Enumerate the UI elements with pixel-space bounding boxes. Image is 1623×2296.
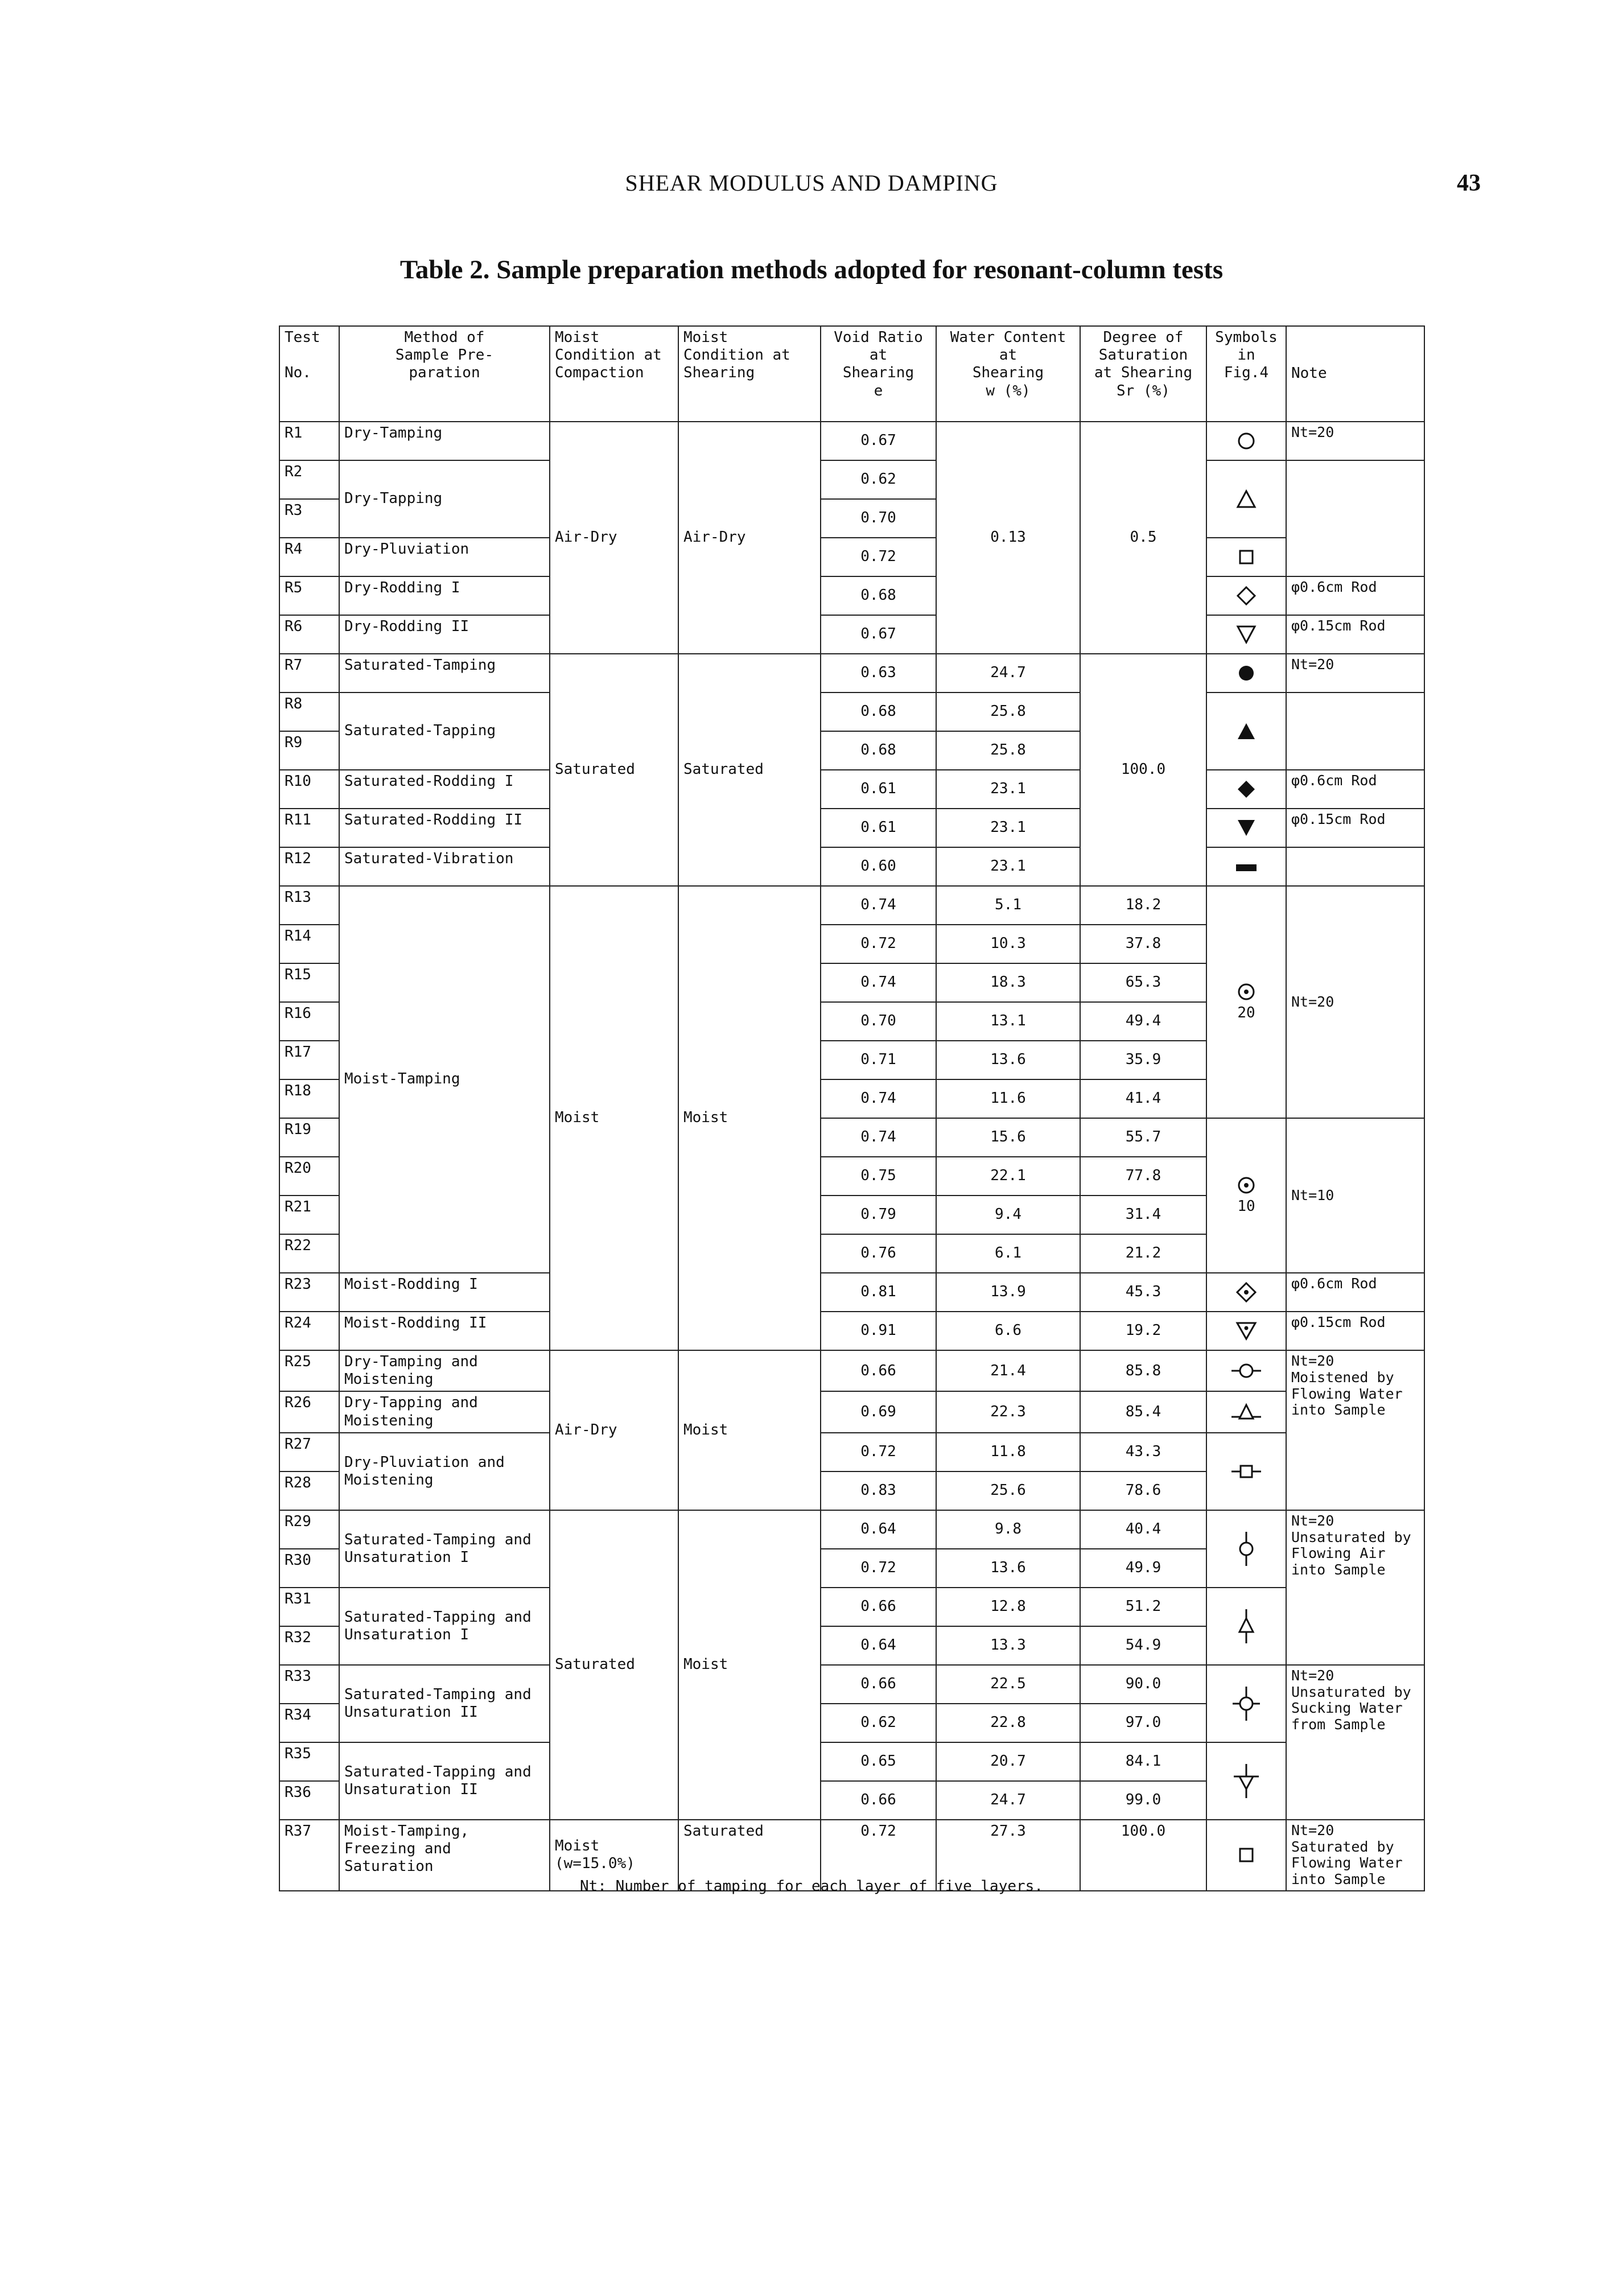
- saturation: 65.3: [1080, 963, 1206, 1002]
- table-row: [279, 422, 1424, 460]
- note-cell: Nt=20 Unsaturated by Flowing Air into Sample: [1286, 1510, 1424, 1665]
- saturation: 18.2: [1080, 886, 1206, 925]
- test-no: R25: [279, 1350, 339, 1391]
- test-no: R1: [279, 422, 339, 460]
- void-ratio: 0.81: [821, 1273, 936, 1312]
- table-row: [279, 1510, 1424, 1549]
- void-ratio: 0.61: [821, 809, 936, 847]
- note-cell: Nt=20 Saturated by Flowing Water into Sample: [1286, 1820, 1424, 1891]
- method-cell: Moist-Tamping: [339, 886, 550, 1273]
- running-head: SHEAR MODULUS AND DAMPING: [625, 170, 998, 196]
- water-content: 22.3: [936, 1391, 1080, 1432]
- water-content: 21.4: [936, 1350, 1080, 1391]
- void-ratio: 0.74: [821, 1118, 936, 1157]
- water-content: 25.8: [936, 692, 1080, 731]
- method-cell: Saturated-Tapping and Unsaturation I: [339, 1588, 550, 1665]
- compaction-condition: Air-Dry: [550, 1350, 678, 1510]
- void-ratio: 0.70: [821, 1002, 936, 1041]
- compaction-condition: Air-Dry: [550, 422, 678, 654]
- method-cell: Saturated-Tapping and Unsaturation II: [339, 1742, 550, 1820]
- water-content: 25.6: [936, 1471, 1080, 1510]
- void-ratio: 0.67: [821, 615, 936, 654]
- water-content: 13.9: [936, 1273, 1080, 1312]
- water-content: 22.8: [936, 1704, 1080, 1742]
- water-content: 23.1: [936, 770, 1080, 809]
- method-cell: Saturated-Rodding I: [339, 770, 550, 809]
- void-ratio: 0.72: [821, 925, 936, 963]
- test-no: R33: [279, 1665, 339, 1704]
- method-cell: Saturated-Vibration: [339, 847, 550, 886]
- inverted-triangle-cross-stem-symbol-icon: [1206, 1742, 1286, 1820]
- void-ratio: 0.66: [821, 1588, 936, 1626]
- saturation: 43.3: [1080, 1433, 1206, 1471]
- void-ratio: 0.70: [821, 499, 936, 538]
- filled-inverted-triangle-symbol-icon: [1206, 809, 1286, 847]
- method-cell: Dry-Pluviation: [339, 538, 550, 576]
- shearing-condition: Moist: [678, 886, 821, 1350]
- dotted-inverted-triangle-symbol-icon: [1206, 1312, 1286, 1350]
- test-no: R21: [279, 1196, 339, 1234]
- circle-cross-stem-symbol-icon: [1206, 1665, 1286, 1742]
- water-content: 11.8: [936, 1433, 1080, 1471]
- void-ratio: 0.72: [821, 538, 936, 576]
- open-circle-symbol-icon: [1206, 422, 1286, 460]
- saturation: 41.4: [1080, 1079, 1206, 1118]
- table-row: [279, 770, 1424, 809]
- saturation: 55.7: [1080, 1118, 1206, 1157]
- saturation: 49.4: [1080, 1002, 1206, 1041]
- test-no: R37: [279, 1820, 339, 1891]
- void-ratio: 0.67: [821, 422, 936, 460]
- void-ratio: 0.69: [821, 1391, 936, 1432]
- test-no: R32: [279, 1626, 339, 1665]
- water-content: 25.8: [936, 731, 1080, 770]
- saturation: 19.2: [1080, 1312, 1206, 1350]
- method-cell: Saturated-Tamping and Unsaturation I: [339, 1510, 550, 1588]
- filled-triangle-symbol-icon: [1206, 692, 1286, 770]
- test-no: R34: [279, 1704, 339, 1742]
- void-ratio: 0.72: [821, 1820, 936, 1891]
- void-ratio: 0.62: [821, 460, 936, 499]
- void-ratio: 0.72: [821, 1433, 936, 1471]
- saturation: 85.4: [1080, 1391, 1206, 1432]
- test-no: R19: [279, 1118, 339, 1157]
- method-cell: Saturated-Tamping: [339, 654, 550, 692]
- water-content: 15.6: [936, 1118, 1080, 1157]
- water-content: 11.6: [936, 1079, 1080, 1118]
- circle-horizontal-stem-symbol-icon: [1206, 1350, 1286, 1391]
- void-ratio: 0.62: [821, 1704, 936, 1742]
- saturation: 49.9: [1080, 1549, 1206, 1588]
- method-cell: Saturated-Tapping: [339, 692, 550, 770]
- void-ratio: 0.68: [821, 692, 936, 731]
- shearing-condition: Air-Dry: [678, 422, 821, 654]
- table-row: [279, 809, 1424, 847]
- table-row: [279, 692, 1424, 731]
- water-content: 23.1: [936, 847, 1080, 886]
- sample-preparation-table: [279, 325, 1425, 1891]
- table-row: [279, 615, 1424, 654]
- header-symbols: Symbols in Fig.4: [1206, 326, 1286, 422]
- header-note: Note: [1286, 326, 1424, 422]
- test-no: R12: [279, 847, 339, 886]
- open-triangle-symbol-icon: [1206, 460, 1286, 538]
- void-ratio: 0.63: [821, 654, 936, 692]
- void-ratio: 0.71: [821, 1041, 936, 1079]
- test-no: R15: [279, 963, 339, 1002]
- test-no: R36: [279, 1781, 339, 1820]
- test-no: R24: [279, 1312, 339, 1350]
- test-no: R14: [279, 925, 339, 963]
- test-no: R16: [279, 1002, 339, 1041]
- compaction-condition: Moist: [550, 886, 678, 1350]
- method-cell: Moist-Rodding I: [339, 1273, 550, 1312]
- note-cell: φ0.15cm Rod: [1286, 809, 1424, 847]
- test-no: R2: [279, 460, 339, 499]
- method-cell: Dry-Tapping and Moistening: [339, 1391, 550, 1432]
- method-cell: Saturated-Rodding II: [339, 809, 550, 847]
- saturation: 31.4: [1080, 1196, 1206, 1234]
- shearing-condition: Moist: [678, 1510, 821, 1820]
- note-cell: [1286, 460, 1424, 576]
- open-inverted-triangle-symbol-icon: [1206, 615, 1286, 654]
- shearing-condition: Saturated: [678, 1820, 821, 1891]
- test-no: R4: [279, 538, 339, 576]
- water-content: 9.8: [936, 1510, 1080, 1549]
- saturation: 84.1: [1080, 1742, 1206, 1781]
- saturation: 51.2: [1080, 1588, 1206, 1626]
- method-cell: Saturated-Tamping and Unsaturation II: [339, 1665, 550, 1742]
- water-content: 13.3: [936, 1626, 1080, 1665]
- void-ratio: 0.64: [821, 1626, 936, 1665]
- shearing-condition: Moist: [678, 1350, 821, 1510]
- method-cell: Moist-Tamping, Freezing and Saturation: [339, 1820, 550, 1891]
- test-no: R11: [279, 809, 339, 847]
- test-no: R29: [279, 1510, 339, 1549]
- water-content: 24.7: [936, 654, 1080, 692]
- void-ratio: 0.64: [821, 1510, 936, 1549]
- table-row: [279, 1391, 1424, 1432]
- compaction-condition: Saturated: [550, 654, 678, 886]
- water-content: 0.13: [936, 422, 1080, 654]
- water-content: 22.5: [936, 1665, 1080, 1704]
- filled-bar-symbol-icon: [1206, 847, 1286, 886]
- saturation: 97.0: [1080, 1704, 1206, 1742]
- test-no: R10: [279, 770, 339, 809]
- void-ratio: 0.65: [821, 1742, 936, 1781]
- void-ratio: 0.68: [821, 576, 936, 615]
- method-cell: Dry-Tamping: [339, 422, 550, 460]
- test-no: R23: [279, 1273, 339, 1312]
- table-row: [279, 576, 1424, 615]
- void-ratio: 0.79: [821, 1196, 936, 1234]
- void-ratio: 0.75: [821, 1157, 936, 1196]
- header-test-no: Test No.: [279, 326, 339, 422]
- test-no: R20: [279, 1157, 339, 1196]
- saturation: 37.8: [1080, 925, 1206, 963]
- table-row: [279, 886, 1424, 925]
- method-cell: Moist-Rodding II: [339, 1312, 550, 1350]
- test-no: R9: [279, 731, 339, 770]
- water-content: 18.3: [936, 963, 1080, 1002]
- header-row: [279, 326, 1424, 422]
- header-method: Method of Sample Pre- paration: [339, 326, 550, 422]
- water-content: 22.1: [936, 1157, 1080, 1196]
- void-ratio: 0.91: [821, 1312, 936, 1350]
- test-no: R22: [279, 1234, 339, 1273]
- triangle-vertical-stem-symbol-icon: [1206, 1588, 1286, 1665]
- test-no: R3: [279, 499, 339, 538]
- saturation: 90.0: [1080, 1665, 1206, 1704]
- dotted-circle-symbol-icon: [1206, 1118, 1286, 1273]
- test-no: R30: [279, 1549, 339, 1588]
- void-ratio: 0.74: [821, 1079, 936, 1118]
- header-void-ratio: Void Ratio at Shearing e: [821, 326, 936, 422]
- test-no: R26: [279, 1391, 339, 1432]
- saturation: 40.4: [1080, 1510, 1206, 1549]
- saturation: 85.8: [1080, 1350, 1206, 1391]
- saturation: 45.3: [1080, 1273, 1206, 1312]
- note-cell: [1286, 692, 1424, 770]
- test-no: R6: [279, 615, 339, 654]
- void-ratio: 0.83: [821, 1471, 936, 1510]
- test-no: R18: [279, 1079, 339, 1118]
- circle-vertical-stem-symbol-icon: [1206, 1510, 1286, 1588]
- test-no: R31: [279, 1588, 339, 1626]
- water-content: 23.1: [936, 809, 1080, 847]
- water-content: 12.8: [936, 1588, 1080, 1626]
- void-ratio: 0.74: [821, 963, 936, 1002]
- saturation: 21.2: [1080, 1234, 1206, 1273]
- note-cell: φ0.15cm Rod: [1286, 615, 1424, 654]
- method-cell: Dry-Rodding II: [339, 615, 550, 654]
- open-diamond-symbol-icon: [1206, 576, 1286, 615]
- saturation: 54.9: [1080, 1626, 1206, 1665]
- water-content: 6.6: [936, 1312, 1080, 1350]
- method-cell: Dry-Rodding I: [339, 576, 550, 615]
- note-cell: φ0.6cm Rod: [1286, 770, 1424, 809]
- compaction-condition: Moist (w=15.0%): [550, 1820, 678, 1891]
- test-no: R35: [279, 1742, 339, 1781]
- header-saturation: Degree of Saturation at Shearing Sr (%): [1080, 326, 1206, 422]
- table-row: [279, 1665, 1424, 1704]
- note-cell: Nt=20: [1286, 422, 1424, 460]
- note-cell: Nt=20: [1286, 886, 1424, 1118]
- water-content: 24.7: [936, 1781, 1080, 1820]
- saturation: 0.5: [1080, 422, 1206, 654]
- void-ratio: 0.74: [821, 886, 936, 925]
- saturation: 99.0: [1080, 1781, 1206, 1820]
- test-no: R17: [279, 1041, 339, 1079]
- table-row: [279, 1312, 1424, 1350]
- symbol-label: 20: [1237, 1004, 1255, 1022]
- note-cell: φ0.6cm Rod: [1286, 576, 1424, 615]
- void-ratio: 0.61: [821, 770, 936, 809]
- dotted-circle-symbol-icon: [1206, 886, 1286, 1118]
- table-caption: Table 2. Sample preparation methods adopted for resonant-column tests: [399, 255, 1224, 285]
- table-row: [279, 460, 1424, 499]
- table-row: [279, 1588, 1424, 1626]
- note-cell: Nt=20: [1286, 654, 1424, 692]
- water-content: 27.3: [936, 1820, 1080, 1891]
- note-cell: Nt=20 Moistened by Flowing Water into Sample: [1286, 1350, 1424, 1510]
- table-row: [279, 1742, 1424, 1781]
- void-ratio: 0.60: [821, 847, 936, 886]
- note-cell: Nt=10: [1286, 1118, 1424, 1273]
- dotted-diamond-symbol-icon: [1206, 1273, 1286, 1312]
- note-cell: Nt=20 Unsaturated by Sucking Water from Sample: [1286, 1665, 1424, 1820]
- saturation: 100.0: [1080, 654, 1206, 886]
- saturation: 100.0: [1080, 1820, 1206, 1891]
- header-moist-shearing: Moist Condition at Shearing: [678, 326, 821, 422]
- test-no: R28: [279, 1471, 339, 1510]
- water-content: 13.6: [936, 1041, 1080, 1079]
- water-content: 13.1: [936, 1002, 1080, 1041]
- saturation: 78.6: [1080, 1471, 1206, 1510]
- water-content: 13.6: [936, 1549, 1080, 1588]
- test-no: R5: [279, 576, 339, 615]
- header-water-content: Water Content at Shearing w (%): [936, 326, 1080, 422]
- void-ratio: 0.68: [821, 731, 936, 770]
- table-row: [279, 1433, 1424, 1471]
- method-cell: Dry-Tapping: [339, 460, 550, 538]
- table-row: [279, 654, 1424, 692]
- water-content: 6.1: [936, 1234, 1080, 1273]
- void-ratio: 0.66: [821, 1665, 936, 1704]
- filled-diamond-symbol-icon: [1206, 770, 1286, 809]
- void-ratio: 0.76: [821, 1234, 936, 1273]
- water-content: 20.7: [936, 1742, 1080, 1781]
- filled-circle-symbol-icon: [1206, 654, 1286, 692]
- test-no: R7: [279, 654, 339, 692]
- square-horizontal-stem-symbol-icon: [1206, 1433, 1286, 1510]
- void-ratio: 0.72: [821, 1549, 936, 1588]
- test-no: R8: [279, 692, 339, 731]
- symbol-label: 10: [1237, 1198, 1255, 1215]
- table-row: [279, 847, 1424, 886]
- test-no: R27: [279, 1433, 339, 1471]
- shearing-condition: Saturated: [678, 654, 821, 886]
- void-ratio: 0.66: [821, 1781, 936, 1820]
- header-moist-compaction: Moist Condition at Compaction: [550, 326, 678, 422]
- void-ratio: 0.66: [821, 1350, 936, 1391]
- water-content: 9.4: [936, 1196, 1080, 1234]
- table-row: [279, 1273, 1424, 1312]
- triangle-horizontal-stem-symbol-icon: [1206, 1391, 1286, 1432]
- water-content: 10.3: [936, 925, 1080, 963]
- open-square-symbol-icon: [1206, 538, 1286, 576]
- note-cell: [1286, 847, 1424, 886]
- method-cell: Dry-Pluviation and Moistening: [339, 1433, 550, 1510]
- saturation: 35.9: [1080, 1041, 1206, 1079]
- footnote: Nt: Number of tamping for each layer of five layers.: [580, 1878, 1043, 1895]
- water-content: 5.1: [936, 886, 1080, 925]
- test-no: R13: [279, 886, 339, 925]
- page-number: 43: [1457, 170, 1481, 196]
- table-row: [279, 1350, 1424, 1391]
- note-cell: φ0.6cm Rod: [1286, 1273, 1424, 1312]
- table-row: [279, 538, 1424, 576]
- note-cell: φ0.15cm Rod: [1286, 1312, 1424, 1350]
- compaction-condition: Saturated: [550, 1510, 678, 1820]
- saturation: 77.8: [1080, 1157, 1206, 1196]
- method-cell: Dry-Tamping and Moistening: [339, 1350, 550, 1391]
